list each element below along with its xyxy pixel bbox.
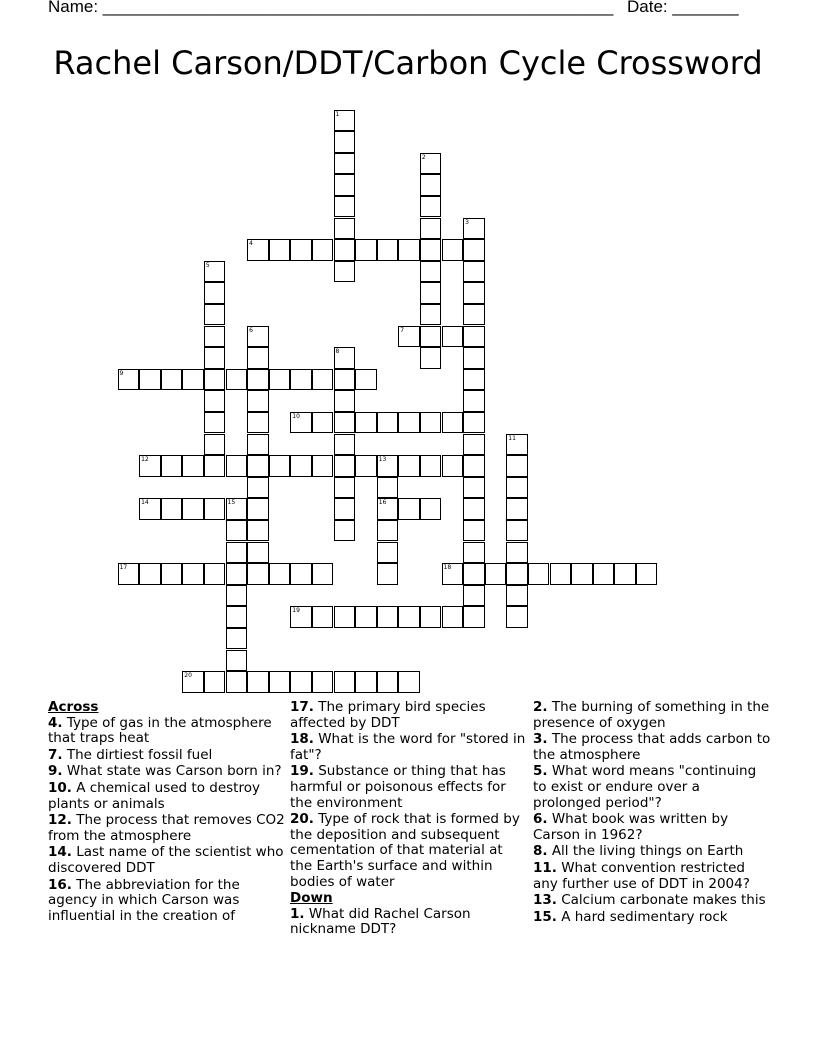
grid-cell[interactable] (269, 239, 291, 261)
clue-number-label: 11. (533, 859, 557, 876)
clue-number: 2 (421, 153, 426, 161)
clue-text: What convention restricted any further use of DDT in 2004? (533, 859, 750, 892)
grid-cell[interactable] (247, 390, 269, 412)
grid-cell[interactable] (506, 455, 528, 477)
grid-cell[interactable] (334, 196, 356, 218)
grid-cell[interactable] (269, 369, 291, 391)
clue-number-label: 16. (48, 876, 72, 893)
grid-cell[interactable] (247, 498, 269, 520)
grid-cell[interactable] (226, 671, 248, 693)
grid-cell[interactable] (204, 326, 226, 348)
grid-cell[interactable] (312, 412, 334, 434)
grid-cell[interactable] (463, 477, 485, 499)
clue-number: 6 (249, 326, 253, 334)
grid-cell[interactable] (442, 563, 464, 585)
clue-number: 11 (508, 434, 516, 442)
down-heading: Down (290, 890, 333, 907)
clue-column-1 (48, 700, 286, 925)
grid-cell[interactable] (247, 477, 269, 499)
clue-number: 20 (184, 672, 192, 680)
grid-cell[interactable] (204, 455, 226, 477)
grid-cell[interactable] (334, 218, 356, 240)
grid-cell[interactable] (420, 498, 442, 520)
grid-cell[interactable] (377, 455, 399, 477)
clue-number: 17 (119, 564, 128, 572)
grid-cell[interactable] (226, 606, 248, 628)
clue-number: 19 (292, 607, 300, 615)
clue-text: All the living things on Earth (547, 843, 744, 860)
clue-number-label: 1. (290, 905, 305, 922)
grid-cell[interactable] (334, 412, 356, 434)
grid-cell[interactable] (334, 153, 356, 175)
clue-number: 3 (465, 218, 469, 226)
grid-cell[interactable] (247, 239, 269, 261)
clue-item (48, 781, 286, 812)
grid-cell[interactable] (442, 239, 464, 261)
grid-cell[interactable] (463, 606, 485, 628)
grid-cell[interactable] (506, 477, 528, 499)
grid-cell[interactable] (161, 563, 183, 585)
grid-cell[interactable] (398, 239, 420, 261)
clue-text: Substance or thing that has harmful or poisonous effects for the environment (290, 763, 506, 811)
grid-cell[interactable] (290, 412, 312, 434)
clue-item (533, 812, 771, 843)
grid-cell[interactable] (463, 282, 485, 304)
grid-cell[interactable] (204, 347, 226, 369)
grid-cell[interactable] (463, 563, 485, 585)
clue-number-label: 5. (533, 763, 548, 780)
grid-cell[interactable] (226, 650, 248, 672)
clue-number-label: 3. (533, 731, 548, 748)
grid-cell[interactable] (247, 369, 269, 391)
grid-cell[interactable] (377, 477, 399, 499)
clue-text: Calcium carbonate makes this (556, 892, 766, 909)
grid-cell[interactable] (247, 563, 269, 585)
grid-cell[interactable] (312, 671, 334, 693)
clue-item (290, 812, 528, 890)
grid-cell[interactable] (420, 153, 442, 175)
clue-text: The process that adds carbon to the atmosphere (533, 731, 771, 763)
clue-number-label: 15. (533, 908, 557, 925)
grid-cell[interactable] (420, 606, 442, 628)
clue-number-label: 12. (48, 812, 72, 829)
grid-cell[interactable] (420, 239, 442, 261)
grid-cell[interactable] (463, 455, 485, 477)
grid-cell[interactable] (334, 477, 356, 499)
clue-item (48, 845, 286, 876)
grid-cell[interactable] (290, 239, 312, 261)
grid-cell[interactable] (377, 563, 399, 585)
clue-text: The primary bird species affected by DDT (290, 699, 486, 731)
grid-cell[interactable] (226, 498, 248, 520)
clue-number-label: 7. (48, 746, 63, 763)
clue-number-label: 17. (290, 699, 314, 715)
clue-number: 1 (335, 110, 340, 118)
grid-cell[interactable] (463, 218, 485, 240)
clue-text: What is the word for "stored in fat"? (290, 731, 526, 763)
clue-text: Last name of the scientist who discovered DDT (48, 844, 284, 876)
clue-item (48, 764, 286, 780)
grid-cell[interactable] (334, 390, 356, 412)
grid-cell[interactable] (204, 434, 226, 456)
grid-cell[interactable] (247, 412, 269, 434)
grid-cell[interactable] (247, 347, 269, 369)
grid-cell[interactable] (463, 542, 485, 564)
clue-number: 16 (378, 499, 387, 507)
clue-item (290, 732, 528, 763)
grid-cell[interactable] (204, 390, 226, 412)
grid-cell[interactable] (161, 455, 183, 477)
clue-number: 5 (205, 261, 210, 269)
clue-column-3 (533, 700, 771, 926)
grid-cell[interactable] (139, 369, 161, 391)
grid-cell[interactable] (398, 326, 420, 348)
grid-cell[interactable] (506, 498, 528, 520)
clue-item (533, 861, 771, 892)
grid-cell[interactable] (420, 218, 442, 240)
grid-cell[interactable] (334, 369, 356, 391)
across-heading: Across (48, 699, 99, 715)
grid-cell[interactable] (334, 455, 356, 477)
grid-cell[interactable] (226, 542, 248, 564)
grid-cell[interactable] (420, 326, 442, 348)
clue-item (290, 700, 528, 731)
clue-text: What word means "continuing to exist or endure over a prolonged period"? (533, 763, 757, 811)
grid-cell[interactable] (420, 261, 442, 283)
grid-cell[interactable] (334, 498, 356, 520)
clue-number-label: 19. (290, 763, 314, 780)
grid-cell[interactable] (204, 282, 226, 304)
grid-cell[interactable] (377, 520, 399, 542)
grid-cell[interactable] (377, 239, 399, 261)
clue-item (533, 844, 771, 860)
grid-cell[interactable] (204, 369, 226, 391)
grid-cell[interactable] (182, 455, 204, 477)
grid-cell[interactable] (139, 455, 161, 477)
grid-cell[interactable] (290, 606, 312, 628)
grid-cell[interactable] (312, 563, 334, 585)
clue-number: 10 (292, 412, 300, 420)
clue-number: 12 (141, 456, 149, 464)
grid-cell[interactable] (226, 628, 248, 650)
grid-cell[interactable] (506, 606, 528, 628)
grid-cell[interactable] (420, 196, 442, 218)
grid-cell[interactable] (398, 455, 420, 477)
grid-cell[interactable] (550, 563, 572, 585)
grid-cell[interactable] (334, 239, 356, 261)
clue-column-2 (290, 700, 528, 939)
grid-cell[interactable] (247, 671, 269, 693)
grid-cell[interactable] (204, 304, 226, 326)
grid-cell[interactable] (593, 563, 615, 585)
clue-number-label: 13. (533, 892, 557, 909)
clue-text: What did Rachel Carson nickname DDT? (290, 905, 471, 938)
clue-number-label: 4. (48, 714, 63, 731)
grid-cell[interactable] (463, 261, 485, 283)
grid-cell[interactable] (290, 563, 312, 585)
grid-cell[interactable] (334, 174, 356, 196)
grid-cell[interactable] (247, 326, 269, 348)
grid-cell[interactable] (269, 671, 291, 693)
grid-cell[interactable] (161, 498, 183, 520)
grid-cell[interactable] (463, 347, 485, 369)
grid-cell[interactable] (420, 174, 442, 196)
clue-number: 7 (400, 326, 405, 334)
grid-cell[interactable] (139, 498, 161, 520)
grid-cell[interactable] (118, 369, 140, 391)
grid-cell[interactable] (312, 455, 334, 477)
clue-item (290, 907, 528, 938)
grid-cell[interactable] (312, 239, 334, 261)
grid-cell[interactable] (420, 455, 442, 477)
clue-text: The burning of something in the presence of oxygen (533, 699, 770, 731)
grid-cell[interactable] (182, 671, 204, 693)
clue-item (533, 732, 771, 763)
date-field-label: Date: _______ (627, 0, 739, 16)
clue-item (48, 716, 286, 747)
grid-cell[interactable] (528, 563, 550, 585)
grid-cell[interactable] (355, 455, 377, 477)
grid-cell[interactable] (398, 498, 420, 520)
clue-item (533, 893, 771, 909)
grid-cell[interactable] (226, 585, 248, 607)
grid-cell[interactable] (463, 390, 485, 412)
grid-cell[interactable] (463, 369, 485, 391)
clue-number-label: 2. (533, 699, 548, 715)
name-field-label: Name: ______________________________________________________ (48, 0, 614, 16)
grid-cell[interactable] (290, 455, 312, 477)
grid-cell[interactable] (226, 369, 248, 391)
grid-cell[interactable] (420, 412, 442, 434)
clue-text: The process that removes CO2 from the atmosphere (48, 812, 285, 844)
clue-number: 8 (335, 348, 340, 356)
grid-cell[interactable] (442, 412, 464, 434)
clue-number-label: 18. (290, 731, 314, 748)
grid-cell[interactable] (398, 671, 420, 693)
grid-cell[interactable] (139, 563, 161, 585)
clue-number-label: 10. (48, 779, 72, 796)
grid-cell[interactable] (463, 304, 485, 326)
grid-cell[interactable] (182, 369, 204, 391)
grid-cell[interactable] (334, 131, 356, 153)
grid-cell[interactable] (355, 671, 377, 693)
clue-number: 13 (378, 456, 387, 464)
grid-cell[interactable] (182, 563, 204, 585)
clue-text: What state was Carson born in? (62, 763, 282, 780)
clue-text: Type of gas in the atmosphere that traps heat (48, 714, 272, 747)
clue-item (290, 764, 528, 811)
grid-cell[interactable] (506, 585, 528, 607)
grid-cell[interactable] (161, 369, 183, 391)
grid-cell[interactable] (377, 542, 399, 564)
grid-cell[interactable] (377, 671, 399, 693)
grid-cell[interactable] (269, 455, 291, 477)
clue-text: The abbreviation for the agency in which Carson was influential in the creation of (48, 876, 240, 924)
grid-cell[interactable] (334, 347, 356, 369)
clue-item (533, 764, 771, 811)
clue-item (48, 748, 286, 764)
grid-cell[interactable] (485, 563, 507, 585)
grid-cell[interactable] (355, 412, 377, 434)
clue-number-label: 8. (533, 843, 548, 860)
grid-cell[interactable] (334, 606, 356, 628)
grid-cell[interactable] (334, 261, 356, 283)
grid-cell[interactable] (355, 239, 377, 261)
clue-number-label: 6. (533, 811, 548, 828)
grid-cell[interactable] (247, 542, 269, 564)
grid-cell[interactable] (247, 434, 269, 456)
grid-cell[interactable] (636, 563, 658, 585)
grid-cell[interactable] (334, 520, 356, 542)
grid-cell[interactable] (290, 671, 312, 693)
grid-cell[interactable] (247, 455, 269, 477)
grid-cell[interactable] (398, 606, 420, 628)
page-title: Rachel Carson/DDT/Carbon Cycle Crossword (53, 44, 763, 82)
clue-item (48, 813, 286, 844)
grid-cell[interactable] (420, 282, 442, 304)
grid-cell[interactable] (442, 455, 464, 477)
grid-cell[interactable] (182, 498, 204, 520)
grid-cell[interactable] (506, 542, 528, 564)
grid-cell[interactable] (377, 606, 399, 628)
grid-cell[interactable] (420, 304, 442, 326)
grid-cell[interactable] (269, 563, 291, 585)
grid-cell[interactable] (420, 347, 442, 369)
grid-cell[interactable] (247, 520, 269, 542)
grid-cell[interactable] (204, 498, 226, 520)
grid-cell[interactable] (442, 606, 464, 628)
grid-cell[interactable] (226, 563, 248, 585)
grid-cell[interactable] (614, 563, 636, 585)
clue-number: 15 (227, 499, 236, 507)
clue-number: 14 (141, 499, 149, 507)
grid-cell[interactable] (226, 520, 248, 542)
clue-item (533, 700, 771, 731)
clue-text: What book was written by Carson in 1962? (533, 811, 729, 843)
grid-cell[interactable] (204, 671, 226, 693)
grid-cell[interactable] (463, 498, 485, 520)
clue-item (48, 878, 286, 925)
grid-cell[interactable] (571, 563, 593, 585)
grid-cell[interactable] (355, 369, 377, 391)
clue-text: A hard sedimentary rock (556, 908, 728, 925)
grid-cell[interactable] (334, 671, 356, 693)
grid-cell[interactable] (226, 455, 248, 477)
grid-cell[interactable] (355, 606, 377, 628)
grid-cell[interactable] (204, 563, 226, 585)
grid-cell[interactable] (312, 369, 334, 391)
clue-number: 4 (249, 240, 253, 248)
grid-cell[interactable] (463, 434, 485, 456)
clue-item (533, 910, 771, 926)
clue-number: 18 (443, 564, 452, 572)
clue-number: 9 (119, 369, 124, 377)
grid-cell[interactable] (377, 498, 399, 520)
grid-cell[interactable] (506, 520, 528, 542)
grid-cell[interactable] (398, 412, 420, 434)
grid-cell[interactable] (506, 563, 528, 585)
grid-cell[interactable] (290, 369, 312, 391)
grid-cell[interactable] (463, 326, 485, 348)
clue-number-label: 9. (48, 763, 63, 780)
grid-cell[interactable] (204, 261, 226, 283)
clue-text: A chemical used to destroy plants or animals (48, 779, 260, 812)
grid-cell[interactable] (463, 585, 485, 607)
grid-cell[interactable] (463, 520, 485, 542)
grid-cell[interactable] (334, 434, 356, 456)
clue-number-label: 20. (290, 811, 314, 828)
grid-cell[interactable] (312, 606, 334, 628)
grid-cell[interactable] (463, 412, 485, 434)
grid-cell[interactable] (377, 412, 399, 434)
grid-cell[interactable] (442, 326, 464, 348)
grid-cell[interactable] (204, 412, 226, 434)
clue-number-label: 14. (48, 844, 72, 861)
grid-cell[interactable] (506, 434, 528, 456)
clue-text: Type of rock that is formed by the deposition and subsequent cementation of that material at the Earth's surface and within bodies of water (290, 811, 520, 890)
grid-cell[interactable] (334, 110, 356, 132)
grid-cell[interactable] (118, 563, 140, 585)
grid-cell[interactable] (463, 239, 485, 261)
clue-text: The dirtiest fossil fuel (62, 746, 213, 763)
